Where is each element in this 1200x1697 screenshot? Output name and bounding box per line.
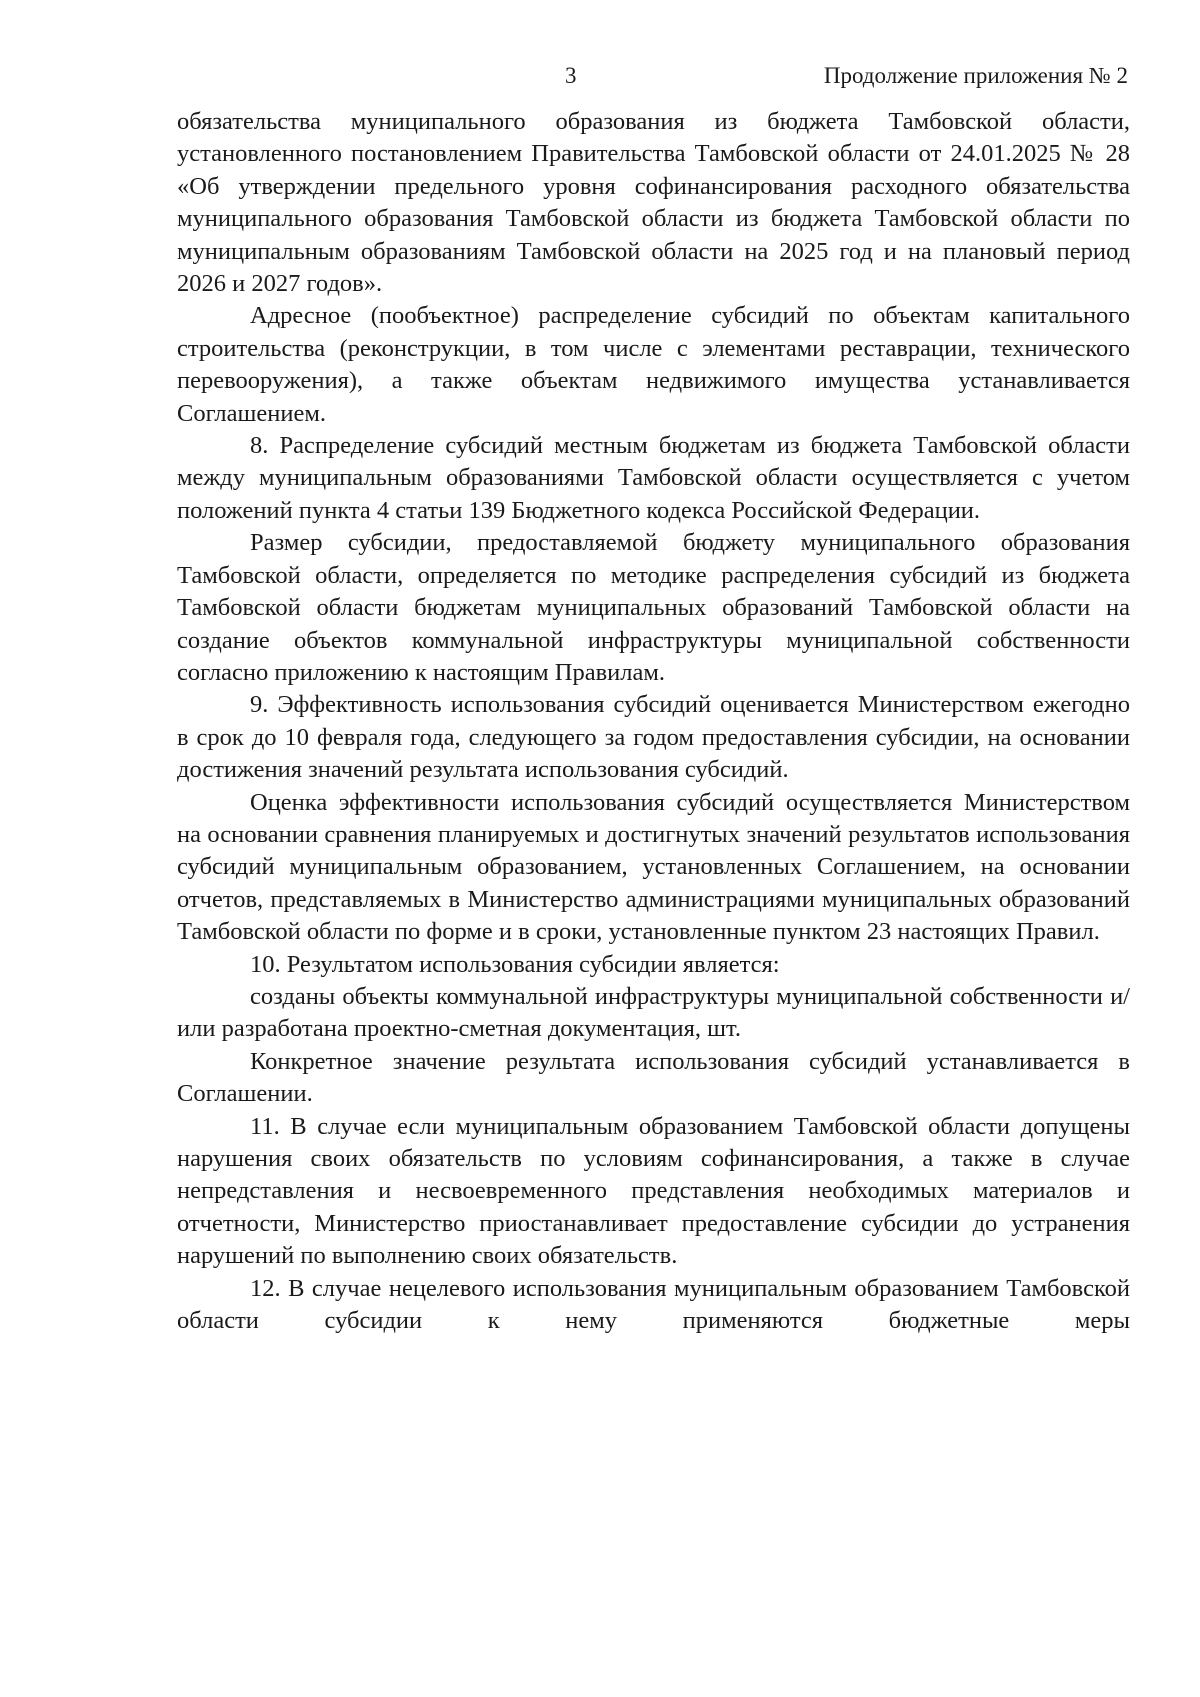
paragraph-item-8: 8. Распределение субсидий местным бюджетам из бюджета Тамбовской области между муниципальным образованиями Тамбовской области осуществляется с учетом положений пункта 4 статьи 139 Бюджетного кодекса Российской Федерации. — [177, 432, 1130, 524]
paragraph-item-12: 12. В случае нецелевого использования муниципальным образованием Тамбовской области субсидии к нему применяются бюджетные меры — [177, 1274, 1130, 1335]
paragraph-item-9: 9. Эффективность использования субсидий оценивается Министерством ежегодно в срок до 10 февраля года, следующего за годом предоставления субсидии, на основании достижения значений результата использования субсидий. — [177, 691, 1130, 784]
paragraph-item-11: 11. В случае если муниципальным образованием Тамбовской области допущены нарушения своих обязательств по условиям софинансирования, а также в случае непредставления и несвоевременного представления необходимых материалов и отчетности, Министерство приостанавливает предоставление субсидии до устранения нарушений по выполнению своих обязательств. — [177, 1112, 1130, 1270]
page-number: 3 — [565, 63, 577, 88]
paragraph-obligation-continuation: обязательства муниципального образования из бюджета Тамбовской области, установленного постановлением Правительства Тамбовской области от 24.01.2025 № 28 «Об утверждении предельного уровня софинансирования расходного обязательства муниципального образования Тамбовской области из бюджета Тамбовской области по муниципальным образованиям Тамбовской области на 2025 год и на плановый период 2026 и 2027 годов». — [177, 108, 1130, 298]
paragraph-efficiency-assessment: Оценка эффективности использования субсидий осуществляется Министерством на основании сравнения планируемых и достигнутых значений результатов использования субсидий муниципальным образованием, установленных Соглашением, на основании отчетов, представляемых в Министерство администрациями муниципальных образований Тамбовской области по форме и в сроки, установленные пунктом 23 настоящих Правил. — [177, 788, 1130, 946]
paragraph-result-value: Конкретное значение результата использования субсидий устанавливается в Соглашении. — [177, 1047, 1130, 1108]
document-body — [177, 106, 1130, 1337]
appendix-continuation-label: Продолжение приложения № 2 — [823, 63, 1128, 88]
paragraph-address-distribution: Адресное (пообъектное) распределение субсидий по объектам капитального строительства (реконструкции, в том числе с элементами реставрации, технического перевооружения), а также объектам недвижимого имущества устанавливается Соглашением. — [177, 302, 1130, 427]
paragraph-item-10: 10. Результатом использования субсидии является: — [250, 950, 780, 978]
paragraph-result-description: созданы объекты коммунальной инфраструктуры муниципальной собственности и/или разработана проектно-сметная документация, шт. — [177, 982, 1130, 1043]
paragraph-subsidy-size: Размер субсидии, предоставляемой бюджету муниципального образования Тамбовской области, определяется по методике распределения субсидий из бюджета Тамбовской области бюджетам муниципальных образований Тамбовской области на создание объектов коммунальной инфраструктуры муниципальной собственности согласно приложению к настоящим Правилам. — [177, 529, 1130, 686]
